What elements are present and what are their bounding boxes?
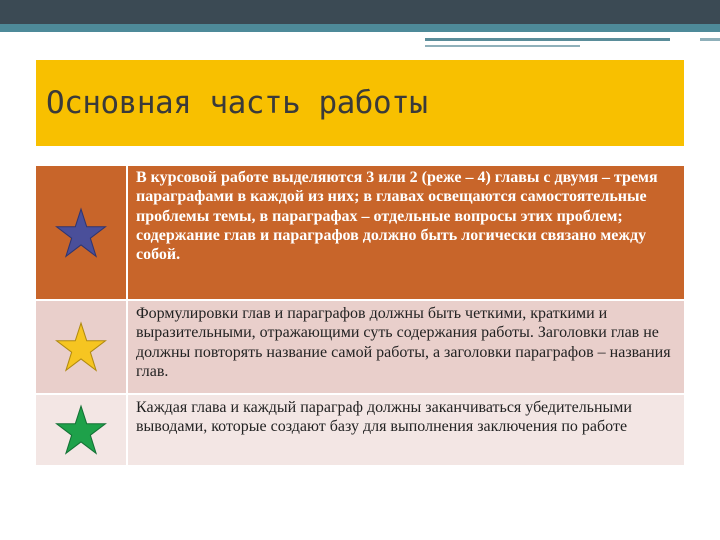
top-decor-stripe	[0, 24, 720, 32]
top-decor-line	[425, 45, 580, 47]
slide-title: Основная часть работы	[46, 85, 428, 121]
table-row	[36, 166, 684, 301]
row-text: Формулировки глав и параграфов должны быть четкими, краткими и выразительными, отражающими суть содержания работы. Заголовки глав не должны повторять название самой работы, а заголовки параграфов – названия глав.	[136, 305, 671, 380]
blue-star-icon	[55, 207, 107, 259]
yellow-star-icon	[55, 321, 107, 373]
top-decor-bar	[0, 0, 720, 24]
icon-cell	[36, 166, 128, 299]
icon-cell	[36, 395, 128, 465]
top-decor-line	[700, 38, 720, 41]
content-table	[36, 166, 684, 467]
icon-cell	[36, 301, 128, 393]
row-text: В курсовой работе выделяются 3 или 2 (реже – 4) главы с двумя – тремя параграфами в каждой из них; в главах освещаются самостоятельные проблемы темы, в параграфах – отдельные вопросы этих проблем; содержание глав и параграфов должно быть логически связано между собой.	[136, 169, 658, 264]
top-decor-line	[425, 38, 670, 41]
slide-title-bar	[36, 60, 684, 146]
table-row	[36, 301, 684, 395]
green-star-icon	[55, 404, 107, 456]
row-text: Каждая глава и каждый параграф должны заканчиваться убедительными выводами, которые создают базу для выполнения заключения по работе	[136, 399, 632, 436]
table-row	[36, 395, 684, 467]
